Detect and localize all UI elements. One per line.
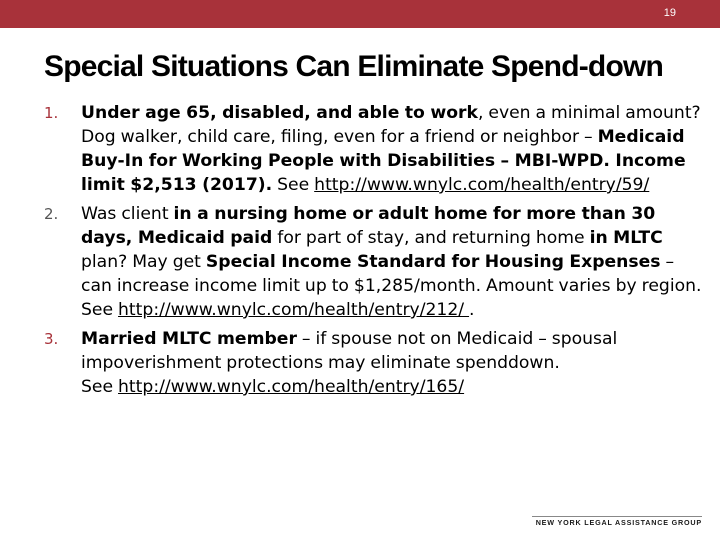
text-run: , even a minimal amount? Dog walker, child care, filing, even for a friend or neighbor – — [81, 103, 701, 147]
bold-text: Special Income Standard for Housing Expenses — [205, 252, 661, 272]
text-run: See — [272, 175, 315, 195]
item-number: 2. — [44, 205, 59, 223]
page-number: 19 — [663, 7, 676, 19]
item-text — [81, 101, 704, 197]
list-item — [44, 327, 704, 399]
bold-text: in a nursing home or adult home for more than 30 days, Medicaid paid — [81, 204, 656, 248]
text-run: . — [469, 300, 475, 320]
url-link[interactable]: http://www.wnylc.com/health/entry/165/ — [118, 377, 465, 397]
text-run: – if spouse not on Medicaid – spousal impoverishment protections may eliminate spenddown. — [81, 329, 618, 373]
list-item — [44, 202, 704, 322]
url-link[interactable]: http://www.wnylc.com/health/entry/59/ — [314, 175, 650, 195]
text-run: See — [81, 377, 119, 397]
item-text — [81, 202, 704, 322]
content-list — [44, 101, 704, 404]
bold-text: Under age 65, disabled, and able to work — [81, 103, 478, 123]
logo-text: NEW YORK LEGAL ASSISTANCE GROUP — [535, 518, 702, 527]
list-item — [44, 101, 704, 197]
logo-rule — [532, 516, 702, 517]
text-run: See — [81, 300, 119, 320]
top-accent-bar — [0, 0, 720, 28]
bold-text: in MLTC — [589, 228, 663, 248]
text-run: for part of stay, and returning home — [272, 228, 590, 248]
item-number: 3. — [44, 330, 59, 348]
item-number: 1. — [44, 104, 59, 122]
item-text — [81, 327, 704, 399]
bold-text: Married MLTC member — [81, 329, 297, 349]
bold-text: Medicaid Buy-In for Working People with Disabilities – MBI-WPD. Income limit $2,513 (2017). — [81, 127, 686, 195]
url-link[interactable]: http://www.wnylc.com/health/entry/212/ — [118, 300, 470, 320]
slide-title: Special Situations Can Eliminate Spend-down — [44, 50, 664, 83]
text-run: Was client — [81, 204, 174, 224]
text-run: – can increase income limit up to $1,285/month. Amount varies by region. — [81, 252, 702, 296]
text-run: plan? May get — [81, 252, 206, 272]
footer-logo — [532, 505, 702, 527]
